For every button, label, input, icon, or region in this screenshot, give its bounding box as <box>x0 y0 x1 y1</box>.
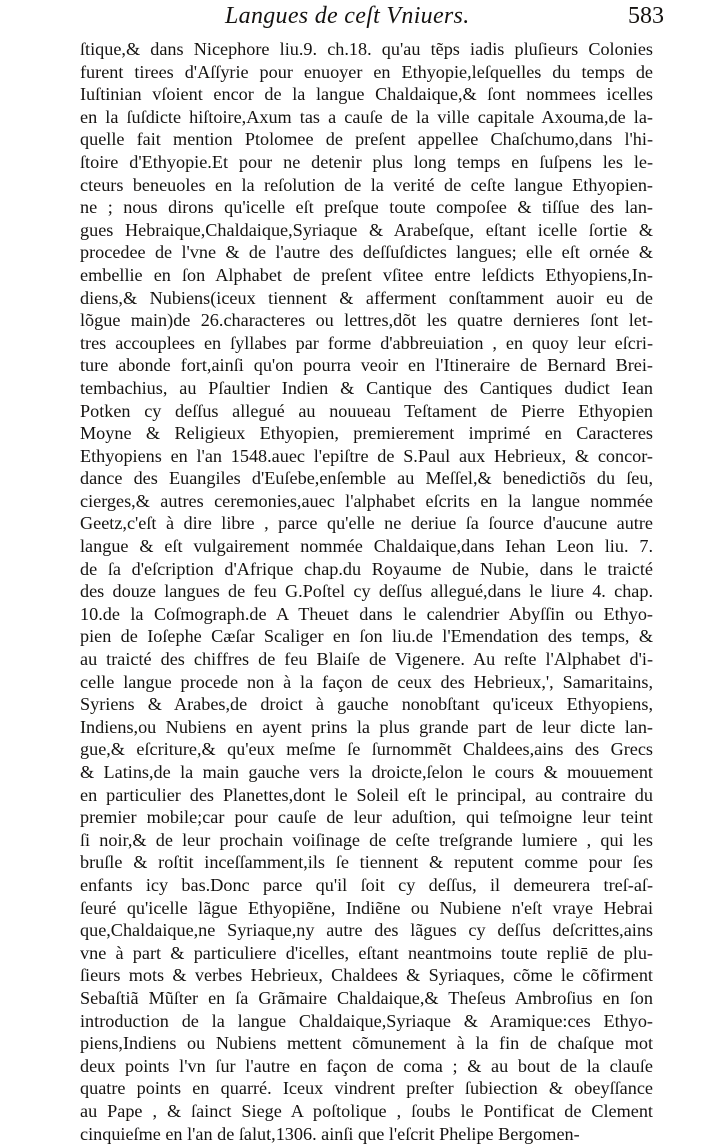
text-line: en particulier des Planettes,dont le Soleil eſt le principal, au contraire du <box>80 784 653 807</box>
text-line: diens,& Nubiens(iceux tiennent & afferment conſtamment auoir eu de <box>80 287 653 310</box>
text-line: Potken cy deſſus allegué au nouueau Teſtament de Pierre Ethyopien <box>80 400 653 423</box>
text-line: ture abonde fort,ainſi qu'on pourra veoir en l'Itineraire de Bernard Brei- <box>80 354 653 377</box>
text-line: tembachius, au Pſaultier Indien & Cantique des Cantiques dudict Iean <box>80 377 653 400</box>
text-line: quelle fait mention Ptolomee de preſent appellee Chaſchumo,dans l'hi- <box>80 128 653 151</box>
text-line: ſtoire d'Ethyopie.Et pour ne detenir plus long temps en ſuſpens les le- <box>80 151 653 174</box>
text-line: introduction de la langue Chaldaique,Syriaque & Aramique:ces Ethyo- <box>80 1010 653 1033</box>
text-line: quatre points en quarré. Iceux vindrent preſter ſubiection & obeyſſance <box>80 1077 653 1100</box>
text-line: Sebaſtiã Mũſter en ſa Grãmaire Chaldaique,& Theſeus Ambroſius en ſon <box>80 987 653 1010</box>
text-line: cteurs beneuoles en la reſolution de la verité de ceſte langue Ethyopien- <box>80 174 653 197</box>
body-text <box>80 38 653 1145</box>
text-line: Ethyopiens en l'an 1548.auec l'epiſtre de S.Paul aux Hebrieux, & concor- <box>80 445 653 468</box>
text-line: gues Hebraique,Chaldaique,Syriaque & Arabeſque, eſtant icelle ſortie & <box>80 219 653 242</box>
text-line: ne ; nous dirons qu'icelle eſt preſque toute compoſee & tiſſue des lan- <box>80 196 653 219</box>
text-line: dance des Euangiles d'Euſebe,enſemble au Meſſel,& benedictiõs du ſeu, <box>80 467 653 490</box>
text-line: Indiens,ou Nubiens en ayent prins la plus grande part de leur dicte lan- <box>80 716 653 739</box>
text-line: & Latins,de la main gauche vers la droicte,ſelon le cours & mouuement <box>80 761 653 784</box>
text-line: bruſle & roſtit inceſſamment,ils ſe tiennent & reputent comme pour ſes <box>80 851 653 874</box>
text-line: procedee de l'vne & de l'autre des deſſuſdictes langues; elle eſt ornée & <box>80 241 653 264</box>
text-line: deux points l'vn ſur l'autre en façon de coma ; & au bout de la clauſe <box>80 1055 653 1078</box>
text-line: ſtique,& dans Nicephore liu.9. ch.18. qu'au tẽps iadis pluſieurs Colonies <box>80 38 653 61</box>
text-line: que,Chaldaique,ne Syriaque,ny autre des lãgues cy deſſus deſcrittes,ains <box>80 919 653 942</box>
text-line: gue,& eſcriture,& qu'eux meſme ſe ſurnommẽt Chaldees,ains des Grecs <box>80 738 653 761</box>
text-line: de ſa d'eſcription d'Afrique chap.du Royaume de Nubie, dans le traicté <box>80 558 653 581</box>
text-line: Moyne & Religieux Ethyopien, premierement imprimé en Caracteres <box>80 422 653 445</box>
text-line: en la ſuſdicte hiſtoire,Axum tas a cauſe de la ville capitale Axouma,de la- <box>80 106 653 129</box>
text-line: tres accouplees en ſyllabes par forme d'abbreuiation , en quoy leur eſcri- <box>80 332 653 355</box>
text-line: cinquieſme en l'an de ſalut,1306. ainſi que l'eſcrit Phelipe Bergomen- <box>80 1123 653 1145</box>
text-line: Syriens & Arabes,de droict à gauche nonobſtant qu'iceux Ethyopiens, <box>80 693 653 716</box>
text-line: furent tirees d'Aſſyrie pour enuoyer en Ethyopie,leſquelles du temps de <box>80 61 653 84</box>
page-number: 583 <box>628 3 664 30</box>
text-line: ſi noir,& de leur prochain voiſinage de ceſte treſgrande lumiere , qui les <box>80 829 653 852</box>
text-line: vne à part & particuliere d'icelles, eſtant neantmoins toute repliē de plu- <box>80 942 653 965</box>
text-line: ſeuré qu'icelle lãgue Ethyopiẽne, Indiẽne ou Nubiene n'eſt vraye Hebrai <box>80 897 653 920</box>
text-line: Iuſtinian vſoient encor de la langue Chaldaique,& ſont nommees icelles <box>80 83 653 106</box>
text-line: lõgue main)de 26.characteres ou lettres,dõt les quatre dernieres ſont let- <box>80 309 653 332</box>
text-line: au traicté des chiffres de feu Blaiſe de Vigenere. Au reſte l'Alphabet d'i- <box>80 648 653 671</box>
text-line: des douze langues de feu G.Poſtel cy deſſus allegué,dans le liure 4. chap. <box>80 580 653 603</box>
text-line: premier mobile;car pour cauſe de leur aduſtion, qui teſmoigne leur teint <box>80 806 653 829</box>
text-line: au Pape , & ſainct Siege A poſtolique , ſoubs le Pontificat de Clement <box>80 1100 653 1123</box>
text-line: pien de Ioſephe Cæſar Scaliger en ſon liu.de l'Emendation des temps, & <box>80 625 653 648</box>
text-line: langue & eſt vulgairement nommée Chaldaique,dans Iehan Leon liu. 7. <box>80 535 653 558</box>
text-line: embellie en ſon Alphabet de preſent vſitee entre leſdicts Ethyopiens,In- <box>80 264 653 287</box>
text-line: ſieurs mots & verbes Hebrieux, Chaldees & Syriaques, cõme le cõfirment <box>80 964 653 987</box>
text-line: piens,Indiens ou Nubiens mettent cõmunement à la fin de chaſque mot <box>80 1032 653 1055</box>
running-title: Langues de ceſt Vniuers. <box>225 3 470 30</box>
text-line: Geetz,c'eſt à dire libre , parce qu'elle ne deriue ſa ſource d'aucune autre <box>80 512 653 535</box>
text-line: 10.de la Coſmograph.de A Theuet dans le calendrier Abyſſin ou Ethyo- <box>80 603 653 626</box>
text-line: cierges,& autres ceremonies,auec l'alphabet eſcrits en la langue nommée <box>80 490 653 513</box>
text-line: enfants icy bas.Donc parce qu'il ſoit cy deſſus, il demeurera treſ-aſ- <box>80 874 653 897</box>
text-line: celle langue procede non à la façon de ceux des Hebrieux,', Samaritains, <box>80 671 653 694</box>
